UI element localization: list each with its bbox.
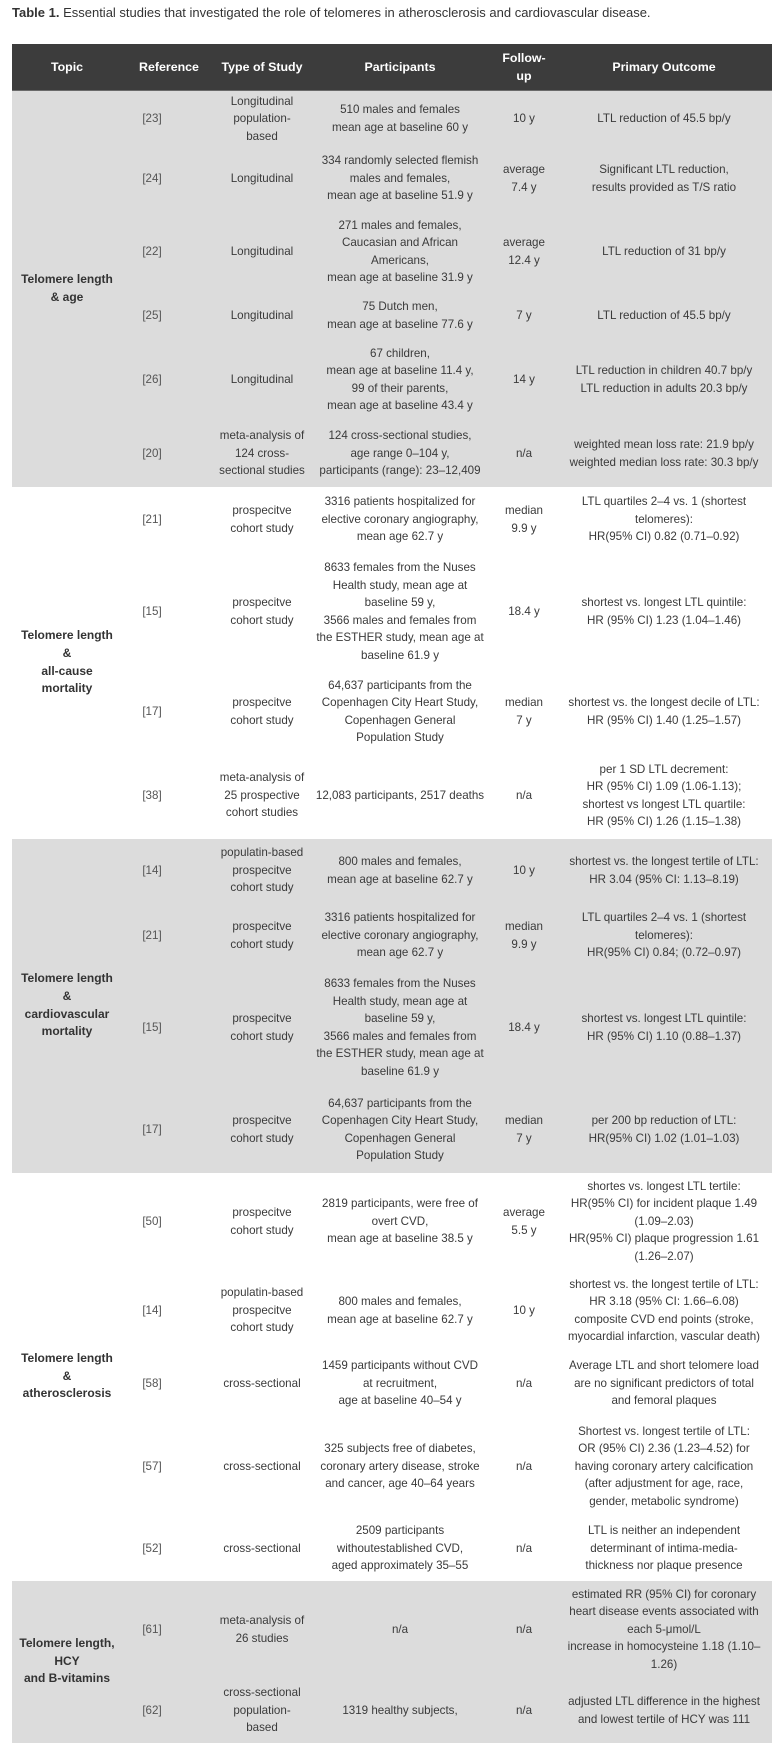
primary-outcome-cell: LTL reduction in children 40.7 bp/y LTL reduction in adults 20.3 bp/y	[556, 339, 772, 421]
header-participants: Participants	[308, 44, 492, 91]
primary-outcome-cell: estimated RR (95% CI) for coronary heart disease events associated with each 5-μmol/L increase in homocysteine 1.18 (1.10– 1.26)	[556, 1581, 772, 1679]
reference-cell: [50]	[122, 1173, 216, 1271]
reference-cell: [61]	[122, 1581, 216, 1679]
table-row	[12, 211, 772, 293]
reference-cell: [14]	[122, 1271, 216, 1351]
participants-cell: 3316 patients hospitalized for elective coronary angiography, mean age 62.7 y	[308, 903, 492, 969]
reference-cell: [15]	[122, 553, 216, 671]
table-row	[12, 1581, 772, 1679]
participants-cell: 1459 participants without CVD at recruitment, age at baseline 40–54 y	[308, 1351, 492, 1417]
study-type-cell: prospecitve cohort study	[216, 1173, 308, 1271]
follow-up-cell: 10 y	[492, 91, 556, 147]
table-caption-label: Table 1.	[12, 5, 60, 20]
header-type-of-study: Type of Study	[216, 44, 308, 91]
primary-outcome-cell: Average LTL and short telomere load are no significant predictors of total and femoral plaques	[556, 1351, 772, 1417]
topic-cell: Telomere length & age	[12, 91, 122, 487]
primary-outcome-cell: shortest vs. the longest decile of LTL: HR (95% CI) 1.40 (1.25–1.57)	[556, 671, 772, 753]
table-row	[12, 753, 772, 839]
table-row	[12, 91, 772, 147]
header-primary-outcome: Primary Outcome	[556, 44, 772, 91]
header-reference: Reference	[122, 44, 216, 91]
table-row	[12, 839, 772, 903]
participants-cell: 8633 females from the Nuses Health study, mean age at baseline 59 y, 3566 males and females from the ESTHER study, mean age at baseline 61.9 y	[308, 553, 492, 671]
table-row	[12, 487, 772, 553]
table-row	[12, 1351, 772, 1417]
study-type-cell: Longitudinal	[216, 147, 308, 211]
study-type-cell: Longitudinal	[216, 339, 308, 421]
follow-up-cell: average 7.4 y	[492, 147, 556, 211]
table-caption-text: Essential studies that investigated the role of telomeres in atherosclerosis and cardiovascular disease.	[59, 5, 651, 20]
reference-cell: [52]	[122, 1517, 216, 1581]
follow-up-cell: n/a	[492, 1417, 556, 1517]
study-type-cell: prospecitve cohort study	[216, 903, 308, 969]
reference-cell: [26]	[122, 339, 216, 421]
table-row	[12, 671, 772, 753]
primary-outcome-cell: weighted mean loss rate: 21.9 bp/y weighted median loss rate: 30.3 bp/y	[556, 421, 772, 487]
study-type-cell: cross-sectional population-based	[216, 1679, 308, 1743]
study-type-cell: Longitudinal	[216, 211, 308, 293]
follow-up-cell: median 9.9 y	[492, 487, 556, 553]
reference-cell: [17]	[122, 671, 216, 753]
participants-cell: 2819 participants, were free of overt CVD, mean age at baseline 38.5 y	[308, 1173, 492, 1271]
table-row	[12, 1173, 772, 1271]
follow-up-cell: average 5.5 y	[492, 1173, 556, 1271]
follow-up-cell: 18.4 y	[492, 969, 556, 1087]
reference-cell: [15]	[122, 969, 216, 1087]
table-row	[12, 1679, 772, 1743]
primary-outcome-cell: Significant LTL reduction, results provided as T/S ratio	[556, 147, 772, 211]
follow-up-cell: n/a	[492, 1517, 556, 1581]
study-type-cell: meta-analysis of 25 prospective cohort studies	[216, 753, 308, 839]
follow-up-cell: average 12.4 y	[492, 211, 556, 293]
follow-up-cell: n/a	[492, 421, 556, 487]
participants-cell: 12,083 participants, 2517 deaths	[308, 753, 492, 839]
reference-cell: [24]	[122, 147, 216, 211]
header-follow-up: Follow- up	[492, 44, 556, 91]
follow-up-cell: 10 y	[492, 1271, 556, 1351]
reference-cell: [21]	[122, 487, 216, 553]
primary-outcome-cell: LTL quartiles 2–4 vs. 1 (shortest telomeres): HR(95% CI) 0.84; (0.72–0.97)	[556, 903, 772, 969]
table-header-row	[12, 44, 772, 91]
reference-cell: [58]	[122, 1351, 216, 1417]
participants-cell: 124 cross-sectional studies, age range 0–104 y, participants (range): 23–12,409	[308, 421, 492, 487]
follow-up-cell: median 9.9 y	[492, 903, 556, 969]
follow-up-cell: 7 y	[492, 293, 556, 339]
table-row	[12, 1087, 772, 1173]
primary-outcome-cell: adjusted LTL difference in the highest and lowest tertile of HCY was 111	[556, 1679, 772, 1743]
follow-up-cell: median 7 y	[492, 671, 556, 753]
participants-cell: n/a	[308, 1581, 492, 1679]
primary-outcome-cell: LTL quartiles 2–4 vs. 1 (shortest telomeres): HR(95% CI) 0.82 (0.71–0.92)	[556, 487, 772, 553]
follow-up-cell: n/a	[492, 1351, 556, 1417]
participants-cell: 510 males and females mean age at baseline 60 y	[308, 91, 492, 147]
reference-cell: [23]	[122, 91, 216, 147]
topic-cell: Telomere length & all-cause mortality	[12, 487, 122, 839]
table-row	[12, 969, 772, 1087]
topic-cell: Telomere length & cardiovascular mortality	[12, 839, 122, 1173]
study-type-cell: prospecitve cohort study	[216, 487, 308, 553]
table-row	[12, 1517, 772, 1581]
table-row	[12, 1417, 772, 1517]
follow-up-cell: n/a	[492, 1581, 556, 1679]
table-row	[12, 339, 772, 421]
primary-outcome-cell: LTL reduction of 45.5 bp/y	[556, 91, 772, 147]
participants-cell: 8633 females from the Nuses Health study, mean age at baseline 59 y, 3566 males and females from the ESTHER study, mean age at baseline 61.9 y	[308, 969, 492, 1087]
table-caption	[12, 3, 772, 23]
follow-up-cell: median 7 y	[492, 1087, 556, 1173]
reference-cell: [25]	[122, 293, 216, 339]
follow-up-cell: n/a	[492, 753, 556, 839]
follow-up-cell: n/a	[492, 1679, 556, 1743]
participants-cell: 1319 healthy subjects,	[308, 1679, 492, 1743]
participants-cell: 271 males and females, Caucasian and African Americans, mean age at baseline 31.9 y	[308, 211, 492, 293]
study-type-cell: cross-sectional	[216, 1351, 308, 1417]
follow-up-cell: 18.4 y	[492, 553, 556, 671]
primary-outcome-cell: LTL reduction of 31 bp/y	[556, 211, 772, 293]
table-row	[12, 553, 772, 671]
reference-cell: [17]	[122, 1087, 216, 1173]
participants-cell: 67 children, mean age at baseline 11.4 y, 99 of their parents, mean age at baseline 43.4 y	[308, 339, 492, 421]
studies-table	[12, 44, 772, 1743]
participants-cell: 325 subjects free of diabetes, coronary artery disease, stroke and cancer, age 40–64 years	[308, 1417, 492, 1517]
participants-cell: 64,637 participants from the Copenhagen City Heart Study, Copenhagen General Population Study	[308, 671, 492, 753]
table-row	[12, 147, 772, 211]
primary-outcome-cell: shortes vs. longest LTL tertile: HR(95% CI) for incident plaque 1.49 (1.09–2.03) HR(95% CI) plaque progression 1.61 (1.26–2.07)	[556, 1173, 772, 1271]
study-type-cell: populatin-based prospecitve cohort study	[216, 1271, 308, 1351]
table-body	[12, 91, 772, 1743]
participants-cell: 64,637 participants from the Copenhagen City Heart Study, Copenhagen General Population Study	[308, 1087, 492, 1173]
study-type-cell: meta-analysis of 26 studies	[216, 1581, 308, 1679]
primary-outcome-cell: shortest vs. longest LTL quintile: HR (95% CI) 1.10 (0.88–1.37)	[556, 969, 772, 1087]
topic-cell: Telomere length & atherosclerosis	[12, 1173, 122, 1581]
reference-cell: [62]	[122, 1679, 216, 1743]
primary-outcome-cell: Shortest vs. longest tertile of LTL: OR (95% CI) 2.36 (1.23–4.52) for having coronary artery calcification (after adjustment for age, race, gender, metabolic syndrome)	[556, 1417, 772, 1517]
primary-outcome-cell: per 200 bp reduction of LTL: HR(95% CI) 1.02 (1.01–1.03)	[556, 1087, 772, 1173]
primary-outcome-cell: per 1 SD LTL decrement: HR (95% CI) 1.09 (1.06-1.13); shortest vs longest LTL quartile: HR (95% CI) 1.26 (1.15–1.38)	[556, 753, 772, 839]
reference-cell: [22]	[122, 211, 216, 293]
participants-cell: 800 males and females, mean age at baseline 62.7 y	[308, 839, 492, 903]
study-type-cell: Longitudinal	[216, 293, 308, 339]
primary-outcome-cell: shortest vs. longest LTL quintile: HR (95% CI) 1.23 (1.04–1.46)	[556, 553, 772, 671]
table-row	[12, 293, 772, 339]
reference-cell: [14]	[122, 839, 216, 903]
study-type-cell: meta-analysis of 124 cross- sectional studies	[216, 421, 308, 487]
reference-cell: [57]	[122, 1417, 216, 1517]
table-row	[12, 1271, 772, 1351]
primary-outcome-cell: shortest vs. the longest tertile of LTL: HR 3.04 (95% CI: 1.13–8.19)	[556, 839, 772, 903]
participants-cell: 800 males and females, mean age at baseline 62.7 y	[308, 1271, 492, 1351]
study-type-cell: prospecitve cohort study	[216, 1087, 308, 1173]
primary-outcome-cell: LTL is neither an independent determinant of intima-media- thickness nor plaque presence	[556, 1517, 772, 1581]
follow-up-cell: 10 y	[492, 839, 556, 903]
study-type-cell: prospecitve cohort study	[216, 671, 308, 753]
study-type-cell: cross-sectional	[216, 1517, 308, 1581]
participants-cell: 334 randomly selected flemish males and females, mean age at baseline 51.9 y	[308, 147, 492, 211]
study-type-cell: cross-sectional	[216, 1417, 308, 1517]
study-type-cell: Longitudinal population-based	[216, 91, 308, 147]
study-type-cell: prospecitve cohort study	[216, 969, 308, 1087]
participants-cell: 2509 participants withoutestablished CVD, aged approximately 35–55	[308, 1517, 492, 1581]
reference-cell: [38]	[122, 753, 216, 839]
reference-cell: [20]	[122, 421, 216, 487]
table-row	[12, 421, 772, 487]
study-type-cell: prospecitve cohort study	[216, 553, 308, 671]
participants-cell: 75 Dutch men, mean age at baseline 77.6 y	[308, 293, 492, 339]
participants-cell: 3316 patients hospitalized for elective coronary angiography, mean age 62.7 y	[308, 487, 492, 553]
follow-up-cell: 14 y	[492, 339, 556, 421]
primary-outcome-cell: LTL reduction of 45.5 bp/y	[556, 293, 772, 339]
primary-outcome-cell: shortest vs. the longest tertile of LTL: HR 3.18 (95% CI: 1.66–6.08) composite CVD end points (stroke, myocardial infarction, vascular death)	[556, 1271, 772, 1351]
header-topic: Topic	[12, 44, 122, 91]
study-type-cell: populatin-based prospecitve cohort study	[216, 839, 308, 903]
reference-cell: [21]	[122, 903, 216, 969]
table-row	[12, 903, 772, 969]
topic-cell: Telomere length, HCY and B-vitamins	[12, 1581, 122, 1743]
